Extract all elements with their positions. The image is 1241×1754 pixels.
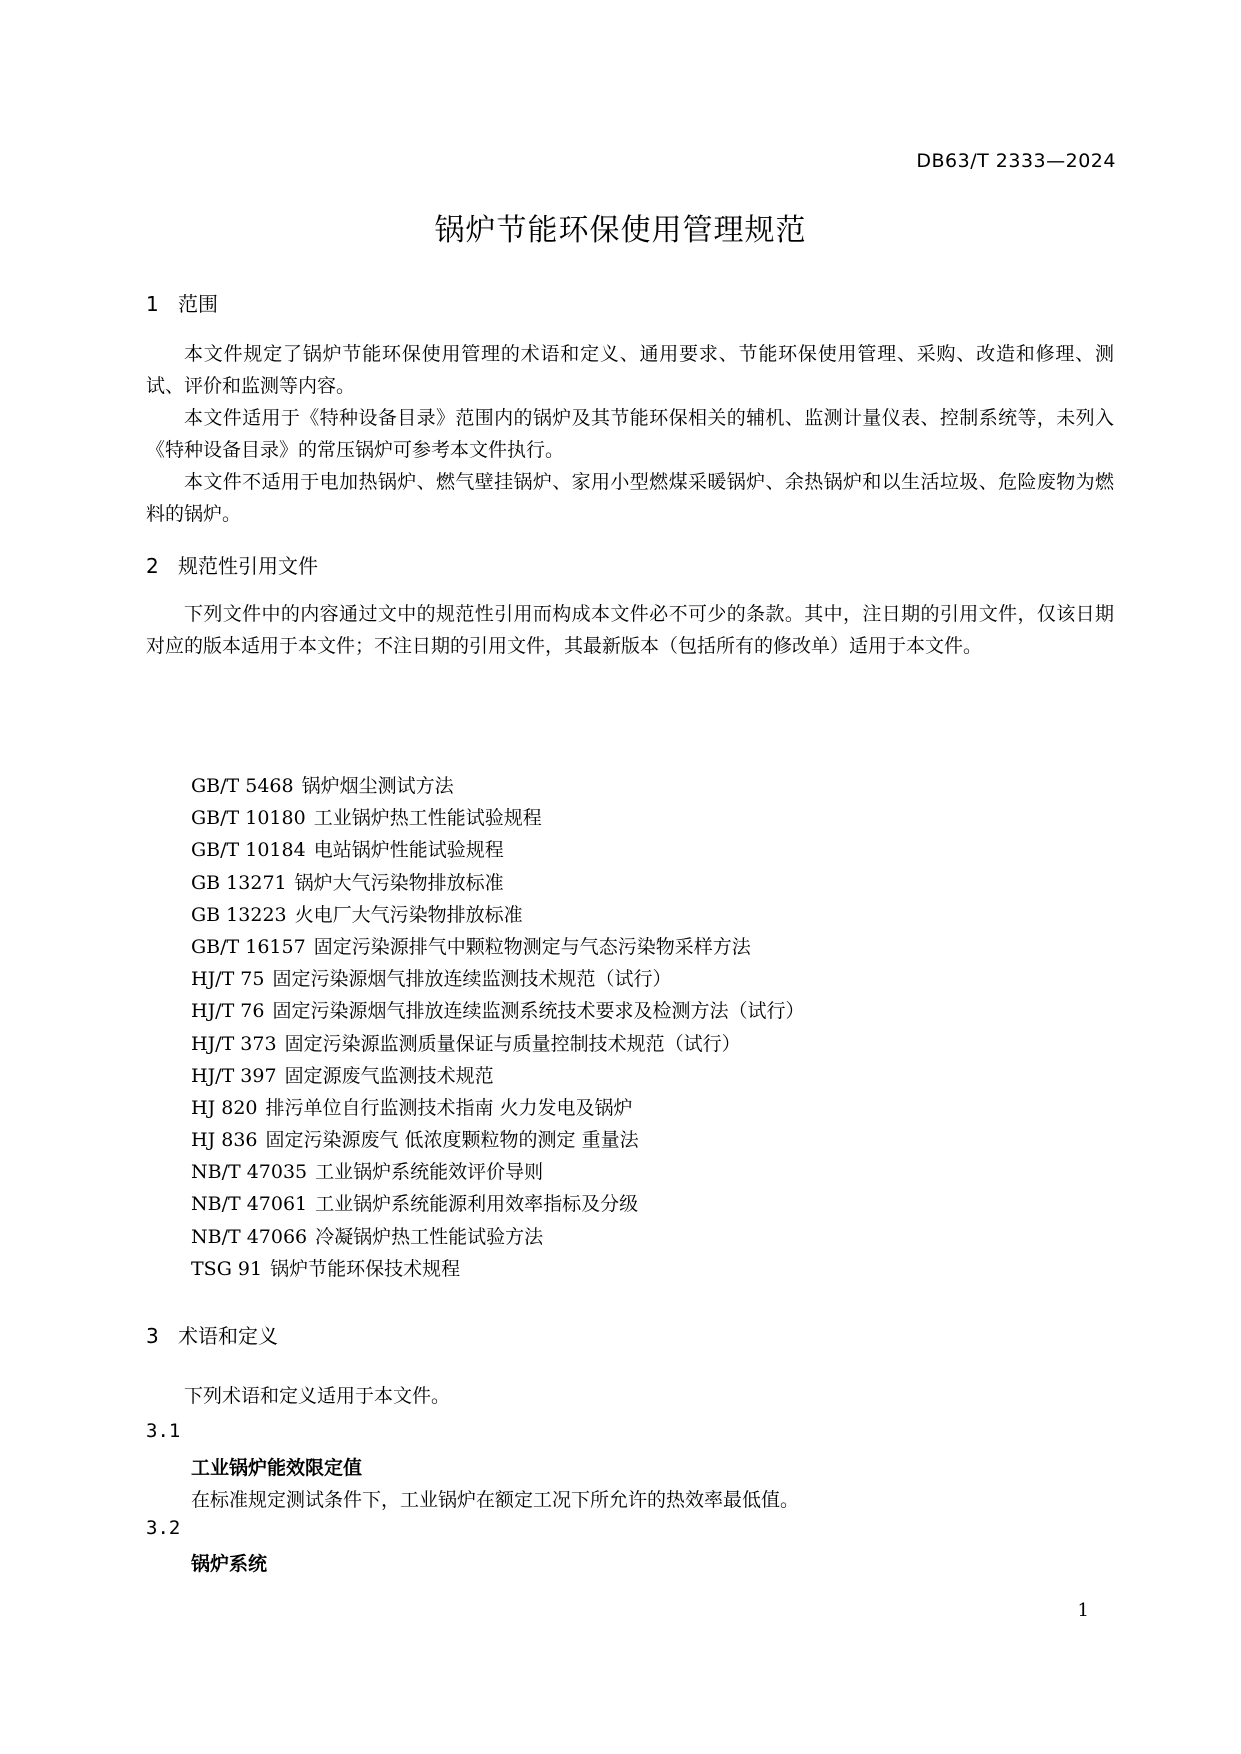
ref-name: 固定污染源烟气排放连续监测系统技术要求及检测方法（试行）: [272, 1000, 805, 1023]
ref-name: 固定污染源监测质量保证与质量控制技术规范（试行）: [284, 1032, 741, 1055]
ref-name: 火电厂大气污染物排放标准: [294, 903, 523, 926]
section-heading-refs: [146, 550, 318, 579]
list-item: [191, 931, 805, 963]
ref-code: HJ 820: [191, 1096, 258, 1119]
ref-name: 固定污染源排气中颗粒物测定与气态污染物采样方法: [313, 935, 751, 958]
section-title: 术语和定义: [178, 1324, 278, 1348]
ref-code: HJ/T 397: [191, 1064, 277, 1087]
term-name: 锅炉系统: [191, 1553, 268, 1575]
ref-code: GB/T 10180: [191, 807, 306, 830]
ref-name: 电站锅炉性能试验规程: [313, 839, 504, 862]
list-item: [191, 834, 805, 866]
ref-code: GB 13271: [191, 871, 287, 894]
ref-name: 工业锅炉系统能源利用效率指标及分级: [315, 1193, 639, 1216]
list-item: [191, 899, 805, 931]
section-number: 1: [146, 292, 159, 316]
section-heading-terms: [146, 1320, 278, 1349]
ref-code: HJ/T 75: [191, 968, 265, 991]
ref-name: 锅炉节能环保技术规程: [270, 1257, 461, 1280]
ref-code: TSG 91: [191, 1257, 263, 1280]
list-item: [191, 1221, 805, 1253]
ref-code: GB/T 16157: [191, 935, 306, 958]
ref-name: 锅炉烟尘测试方法: [301, 775, 454, 797]
ref-code: NB/T 47066: [191, 1225, 308, 1248]
section-heading-scope: [146, 288, 218, 317]
list-item: [191, 802, 805, 834]
list-item: [191, 770, 805, 802]
term-number: 3.2: [146, 1517, 181, 1539]
ref-name: 固定源废气监测技术规范: [284, 1064, 494, 1087]
reference-list: [191, 770, 805, 1285]
scope-paragraph: 本文件规定了锅炉节能环保使用管理的术语和定义、通用要求、节能环保使用管理、采购、改造和修理、测试、评价和监测等内容。: [146, 343, 1114, 397]
ref-code: GB/T 10184: [191, 839, 306, 862]
ref-name: 工业锅炉系统能效评价导则: [315, 1161, 544, 1184]
terms-intro-paragraph: 下列术语和定义适用于本文件。: [184, 1385, 451, 1407]
ref-code: NB/T 47035: [191, 1161, 308, 1184]
list-item: [191, 995, 805, 1027]
ref-name: 锅炉大气污染物排放标准: [294, 871, 504, 894]
list-item: [191, 1156, 805, 1188]
ref-code: GB 13223: [191, 903, 287, 926]
document-id: DB63/T 2333—2024: [916, 150, 1116, 172]
page-title: 锅炉节能环保使用管理规范: [434, 213, 807, 248]
ref-code: HJ/T 76: [191, 1000, 265, 1023]
ref-name: 固定污染源废气 低浓度颗粒物的测定 重量法: [265, 1129, 639, 1152]
section-number: 3: [146, 1324, 159, 1348]
term-name: 工业锅炉能效限定值: [191, 1457, 363, 1479]
list-item: [191, 1092, 805, 1124]
term-number: 3.1: [146, 1420, 181, 1442]
page-number: 1: [1077, 1600, 1089, 1621]
section-number: 2: [146, 554, 159, 578]
section-title: 范围: [178, 292, 218, 316]
ref-code: HJ 836: [191, 1129, 258, 1152]
term-definition: 在标准规定测试条件下，工业锅炉在额定工况下所允许的热效率最低值。: [191, 1489, 800, 1511]
ref-name: 固定污染源烟气排放连续监测技术规范（试行）: [272, 968, 672, 991]
refs-intro-paragraph: 下列文件中的内容通过文中的规范性引用而构成本文件必不可少的条款。其中，注日期的引用文件，仅该日期对应的版本适用于本文件；不注日期的引用文件，其最新版本（包括所有的修改单）适用于本文件。: [146, 603, 1114, 657]
list-item: [191, 1188, 805, 1220]
list-item: [191, 1124, 805, 1156]
list-item: [191, 1060, 805, 1092]
ref-name: 冷凝锅炉热工性能试验方法: [315, 1225, 544, 1248]
section-title: 规范性引用文件: [178, 554, 318, 578]
list-item: [191, 963, 805, 995]
scope-paragraph: 本文件不适用于电加热锅炉、燃气壁挂锅炉、家用小型燃煤采暖锅炉、余热锅炉和以生活垃圾、危险废物为燃料的锅炉。: [146, 471, 1114, 525]
list-item: [191, 1028, 805, 1060]
ref-name: 排污单位自行监测技术指南 火力发电及锅炉: [265, 1096, 633, 1119]
ref-code: NB/T 47061: [191, 1193, 308, 1216]
ref-name: 工业锅炉热工性能试验规程: [313, 807, 542, 830]
list-item: [191, 1253, 805, 1285]
ref-code: HJ/T 373: [191, 1032, 277, 1055]
ref-code: GB/T 5468: [191, 775, 294, 797]
scope-paragraph: 本文件适用于《特种设备目录》范围内的锅炉及其节能环保相关的辅机、监测计量仪表、控制系统等，未列入《特种设备目录》的常压锅炉可参考本文件执行。: [146, 407, 1114, 461]
list-item: [191, 867, 805, 899]
